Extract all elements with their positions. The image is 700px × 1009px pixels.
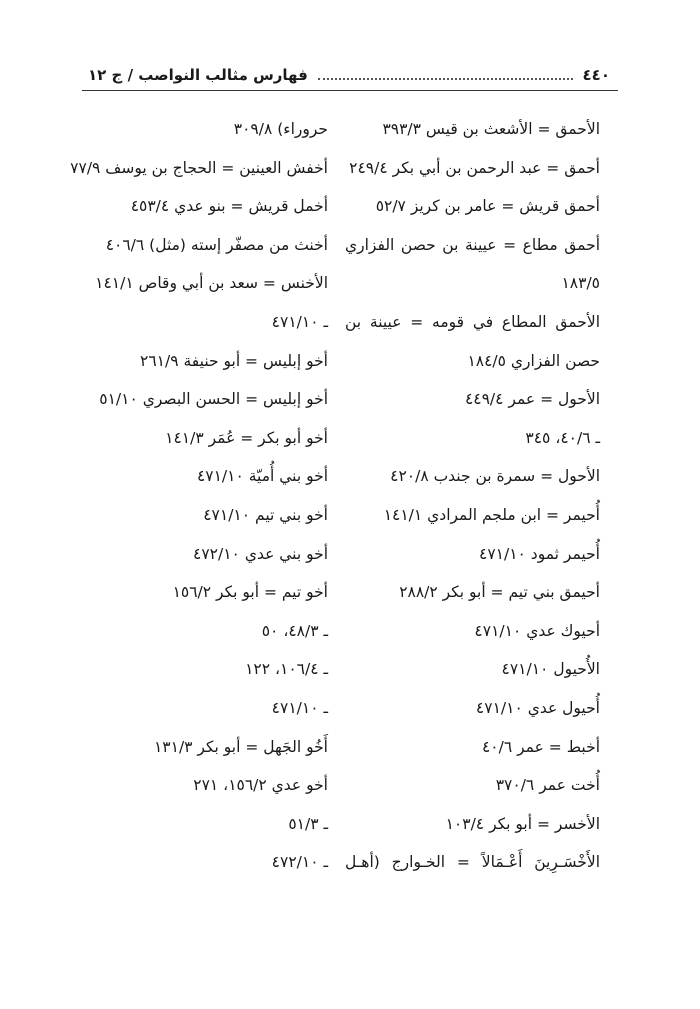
index-entry: الأحمق المطاع في قومه = عيينة بن [345,312,600,331]
index-entry: أحمق مطاع = عيينة بن حصن الفزاري [345,235,600,254]
index-entry: أخو بني تيم ٤٧١/١٠ [203,505,328,524]
index-entry: ـ ٤٠/٦، ٣٤٥ [525,428,600,447]
index-entry: أُحيمر ثمود ٤٧١/١٠ [479,544,600,563]
index-entry: ـ ٤٨/٣، ٥٠ [261,621,328,640]
index-entry: أخبط = عمر ٤٠/٦ [481,737,600,756]
index-entry: الأحول = عمر ٤٤٩/٤ [464,390,600,409]
index-column-right [345,110,600,882]
index-entry: ١٨٣/٥ [561,274,600,293]
index-entry: أحمق قريش = عامر بن كريز ٥٢/٧ [375,197,600,216]
dot-leader [318,77,573,80]
index-entry: ـ ٥١/٣ [288,814,328,833]
index-entry: الأخسر = أبو بكر ١٠٣/٤ [445,814,600,833]
index-entry: ـ ٤٧٢/١٠ [271,853,328,872]
index-entry: ـ ٤٧١/١٠ [271,312,328,331]
index-entry: أحمق = عبد الرحمن بن أبي بكر ٢٤٩/٤ [349,158,600,177]
index-entry: أخو بني أُميّة ٤٧١/١٠ [196,467,328,486]
page-number: ٤٤٠ [582,66,610,84]
index-entry: أحيمق بني تيم = أبو بكر ٢٨٨/٢ [399,583,600,602]
index-entry: أخو إبليس = أبو حنيفة ٢٦١/٩ [140,351,328,370]
index-entry: الأَخْسَـرِينَ أَعْـمَالاً = الخـوارج (أهـل [345,853,600,872]
index-entry: حروراء) ٣٠٩/٨ [233,120,328,138]
index-entry: ـ ٤٧١/١٠ [271,698,328,717]
index-entry: الأخنس = سعد بن أبي وقاص ١٤١/١ [95,274,328,293]
index-column-left [70,110,328,882]
index-entry: أخو عدي ١٥٦/٢، ٢٧١ [193,776,328,795]
running-header [88,62,610,88]
index-entry: أخو بني عدي ٤٧٢/١٠ [193,544,328,563]
index-entry: أخو إبليس = الحسن البصري ٥١/١٠ [99,390,328,409]
index-entry: الأحول = سمرة بن جندب ٤٢٠/٨ [390,467,600,486]
index-entry: أخنث من مصفّر إسته (مثل) ٤٠٦/٦ [105,235,328,254]
index-entry: أَخُو الجَهل = أبو بكر ١٣١/٣ [153,737,328,756]
index-entry: الأحمق = الأشعث بن قيس ٣٩٣/٣ [382,120,600,138]
index-entry: الأُحيول ٤٧١/١٠ [501,660,600,679]
index-entry: أُحيول عدي ٤٧١/١٠ [475,698,600,717]
running-title: فهارس مثالب النواصب / ج ١٢ [88,66,308,84]
index-entry: أخمل قريش = بنو عدي ٤٥٣/٤ [130,197,328,216]
header-rule [82,90,618,91]
index-entry: حصن الفزاري ١٨٤/٥ [467,351,600,370]
index-entry: أُخت عمر ٣٧٠/٦ [495,776,600,795]
index-entry: ـ ١٠٦/٤، ١٢٢ [245,660,328,679]
index-entry: أحيوك عدي ٤٧١/١٠ [474,621,600,640]
index-entry: أخو تيم = أبو بكر ١٥٦/٢ [172,583,328,602]
index-entry: أخفش العينين = الحجاج بن يوسف ٧٧/٩ [70,158,328,177]
index-entry: أُحيمر = ابن ملجم المرادي ١٤١/١ [383,505,600,524]
index-entry: أخو أبو بكر = عُمَر ١٤١/٣ [165,428,328,447]
